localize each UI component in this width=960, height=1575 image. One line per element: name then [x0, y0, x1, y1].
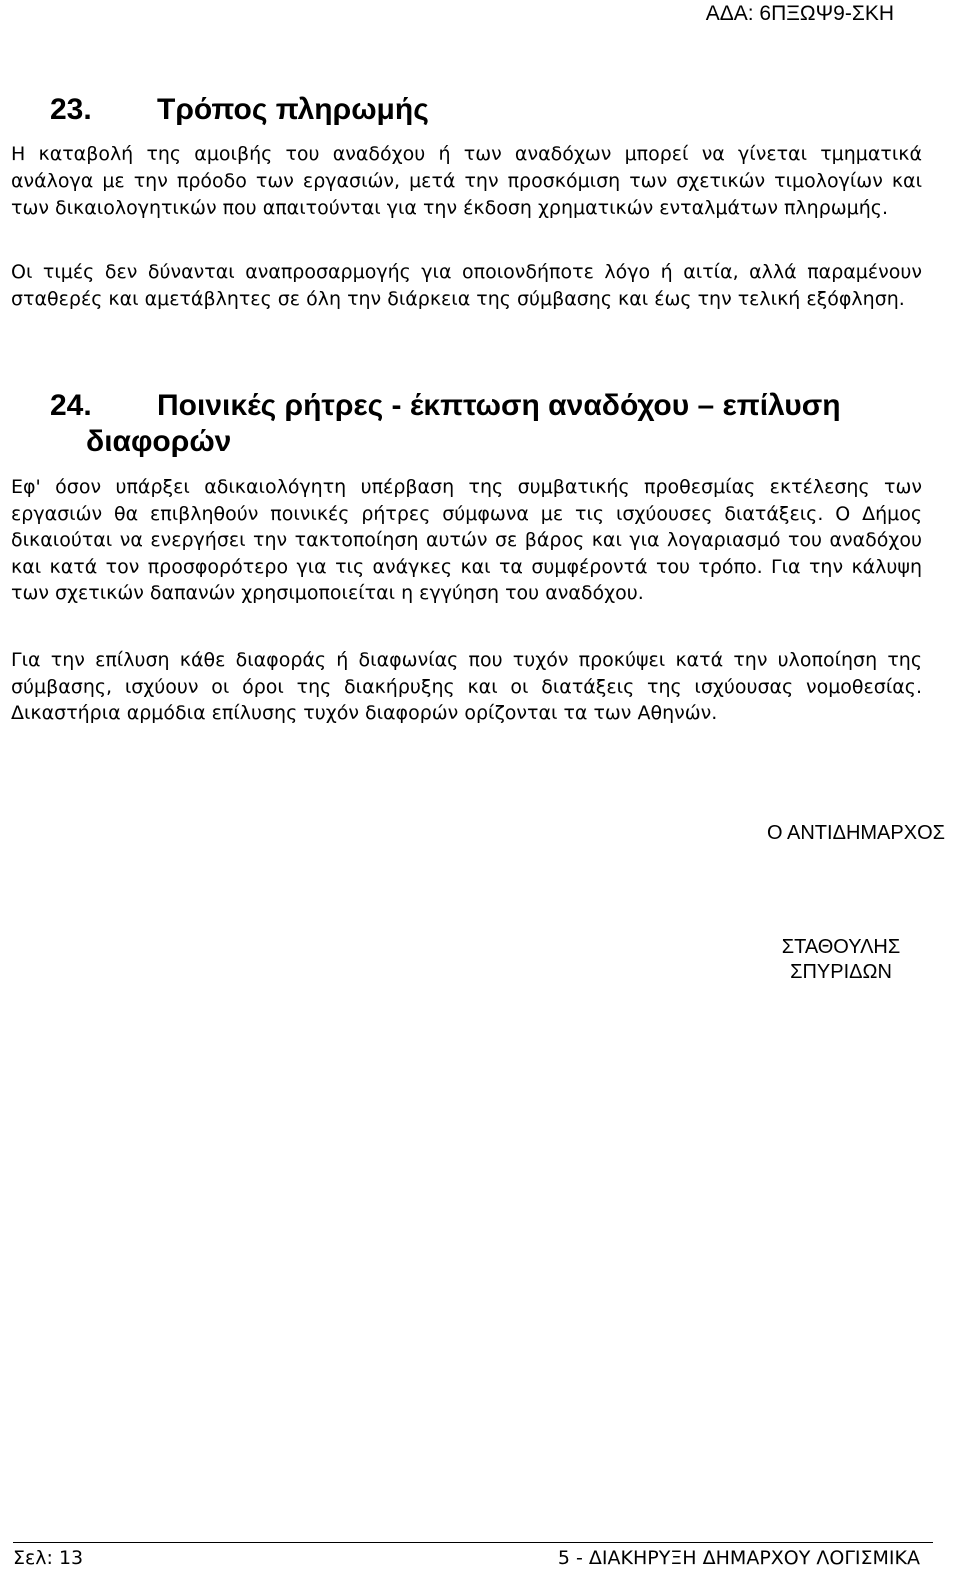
signature-name: [766, 935, 916, 985]
footer-divider: [13, 1542, 933, 1543]
section-23-paragraph-1: Η καταβολή της αμοιβής του αναδόχου ή των αναδόχων μπορεί να γίνεται τμηματικά ανάλογα με την πρόοδο των εργασιών, μετά την προσκόμιση των σχετικών τιμολογίων και των δικαιολογητικών που απαιτούνται για την έκδοση χρηματικών ενταλμάτων πληρωμής.: [11, 143, 922, 219]
section-23-paragraph-2: Οι τιμές δεν δύνανται αναπροσαρμογής για οποιονδήποτε λόγο ή αιτία, αλλά παραμένουν σταθερές και αμετάβλητες σε όλη την διάρκεια της σύμβασης και έως την τελική εξόφληση.: [11, 261, 922, 310]
section-24-number: 24.: [50, 389, 92, 422]
footer-document-title: 5 - ΔΙΑΚΗΡΥΞΗ ΔΗΜΑΡΧΟΥ ΛΟΓΙΣΜΙΚΑ: [557, 1547, 920, 1569]
section-23-number: 23.: [50, 93, 92, 126]
signature-surname: ΣΤΑΘΟΥΛΗΣ: [781, 936, 901, 958]
signature-title: Ο ΑΝΤΙΔΗΜΑΡΧΟΣ: [767, 822, 945, 844]
section-23-heading: [50, 92, 429, 128]
signature-given-name: ΣΠΥΡΙΔΩΝ: [790, 961, 892, 983]
section-24-heading: [50, 388, 910, 460]
section-23-title: Τρόπος πληρωμής: [157, 93, 429, 126]
section-24-paragraph-2: Για την επίλυση κάθε διαφοράς ή διαφωνίας που τυχόν προκύψει κατά την υλοποίηση της σύμβασης, ισχύουν οι όροι της διακήρυξης και οι διατάξεις της ισχύουσας νομοθεσίας. Δικαστήρια αρμόδια επίλυσης τυχόν διαφορών ορίζονται τα των Αθηνών.: [11, 649, 922, 725]
ada-code: ΑΔΑ: 6ΠΞΩΨ9-ΣΚΗ: [705, 2, 894, 25]
section-24-title-line-2: διαφορών: [86, 425, 232, 458]
section-24-title-line-1: Ποινικές ρήτρες - έκπτωση αναδόχου – επίλυση: [157, 389, 841, 422]
footer-page-number: Σελ: 13: [13, 1547, 84, 1569]
section-24-paragraph-1: Εφ' όσον υπάρξει αδικαιολόγητη υπέρβαση της συμβατικής προθεσμίας εκτέλεσης των εργασιών θα επιβληθούν ποινικές ρήτρες σύμφωνα με τις ισχύουσες διατάξεις. Ο Δήμος δικαιούται να ενεργήσει την τακτοποίηση αυτών σε βάρος και για λογαριασμό του αναδόχου και κατά τον προσφορότερο για τις ανάγκες και τα συμφέροντά του τρόπο. Για την κάλυψη των σχετικών δαπανών χρησιμοποιείται η εγγύηση του αναδόχου.: [11, 476, 922, 605]
